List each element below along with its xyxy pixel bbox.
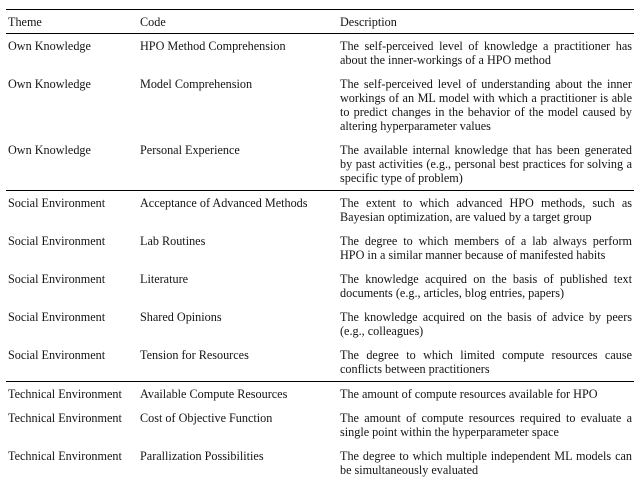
code-cell: Lab Routines — [140, 234, 206, 248]
description-cell: The self-perceived level of knowledge a practitioner has about the inner-workings of a HPO method — [340, 39, 632, 67]
code-cell: Available Compute Resources — [140, 387, 288, 401]
code-cell: Model Comprehension — [140, 77, 253, 91]
table-row — [6, 343, 634, 381]
description-cell: The extent to which advanced HPO methods, such as Bayesian optimization, are valued by a target group — [340, 196, 632, 224]
theme-cell: Social Environment — [8, 234, 106, 248]
table-row — [6, 191, 634, 229]
header-description: Description — [340, 14, 397, 29]
table-row — [6, 34, 634, 72]
code-cell: Tension for Resources — [140, 348, 249, 362]
theme-cell: Technical Environment — [8, 449, 122, 463]
description-cell: The degree to which multiple independent ML models can be simultaneously evaluated — [340, 449, 632, 477]
theme-cell: Technical Environment — [8, 387, 122, 401]
table-header-row — [6, 10, 634, 33]
description-cell: The degree to which members of a lab always perform HPO in a similar manner because of manifested habits — [340, 234, 632, 262]
description-cell: The available internal knowledge that has been generated by past activities (e.g., personal best practices for solving a specific type of problem) — [340, 143, 632, 185]
theme-cell: Own Knowledge — [8, 39, 91, 53]
code-cell: Parallization Possibilities — [140, 449, 264, 463]
theme-cell: Own Knowledge — [8, 143, 91, 157]
table-row — [6, 229, 634, 267]
theme-cell: Social Environment — [8, 272, 106, 286]
theme-cell: Technical Environment — [8, 411, 122, 425]
theme-cell: Social Environment — [8, 348, 106, 362]
table-row — [6, 444, 634, 481]
description-cell: The amount of compute resources available for HPO — [340, 387, 598, 401]
theme-cell: Social Environment — [8, 196, 106, 210]
theme-cell: Social Environment — [8, 310, 106, 324]
code-cell: Literature — [140, 272, 189, 286]
code-cell: Acceptance of Advanced Methods — [140, 196, 308, 210]
description-cell: The knowledge acquired on the basis of advice by peers (e.g., colleagues) — [340, 310, 632, 338]
code-cell: Cost of Objective Function — [140, 411, 273, 425]
header-theme: Theme — [8, 14, 42, 29]
table-row — [6, 305, 634, 343]
description-cell: The amount of compute resources required to evaluate a single point within the hyperparameter space — [340, 411, 632, 439]
table-row — [6, 72, 634, 138]
description-cell: The self-perceived level of understanding about the inner workings of an ML model with which a practitioner is able to predict changes in the behavior of the model caused by altering hyperparameter values — [340, 77, 632, 133]
table-row — [6, 406, 634, 444]
table-row — [6, 382, 634, 406]
header-code: Code — [140, 14, 166, 29]
description-cell: The knowledge acquired on the basis of published text documents (e.g., articles, blog entries, papers) — [340, 272, 632, 300]
description-cell: The degree to which limited compute resources cause conflicts between practitioners — [340, 348, 632, 376]
code-cell: HPO Method Comprehension — [140, 39, 286, 53]
code-cell: Shared Opinions — [140, 310, 222, 324]
theme-cell: Own Knowledge — [8, 77, 91, 91]
code-cell: Personal Experience — [140, 143, 240, 157]
table-row — [6, 138, 634, 190]
table-row — [6, 267, 634, 305]
